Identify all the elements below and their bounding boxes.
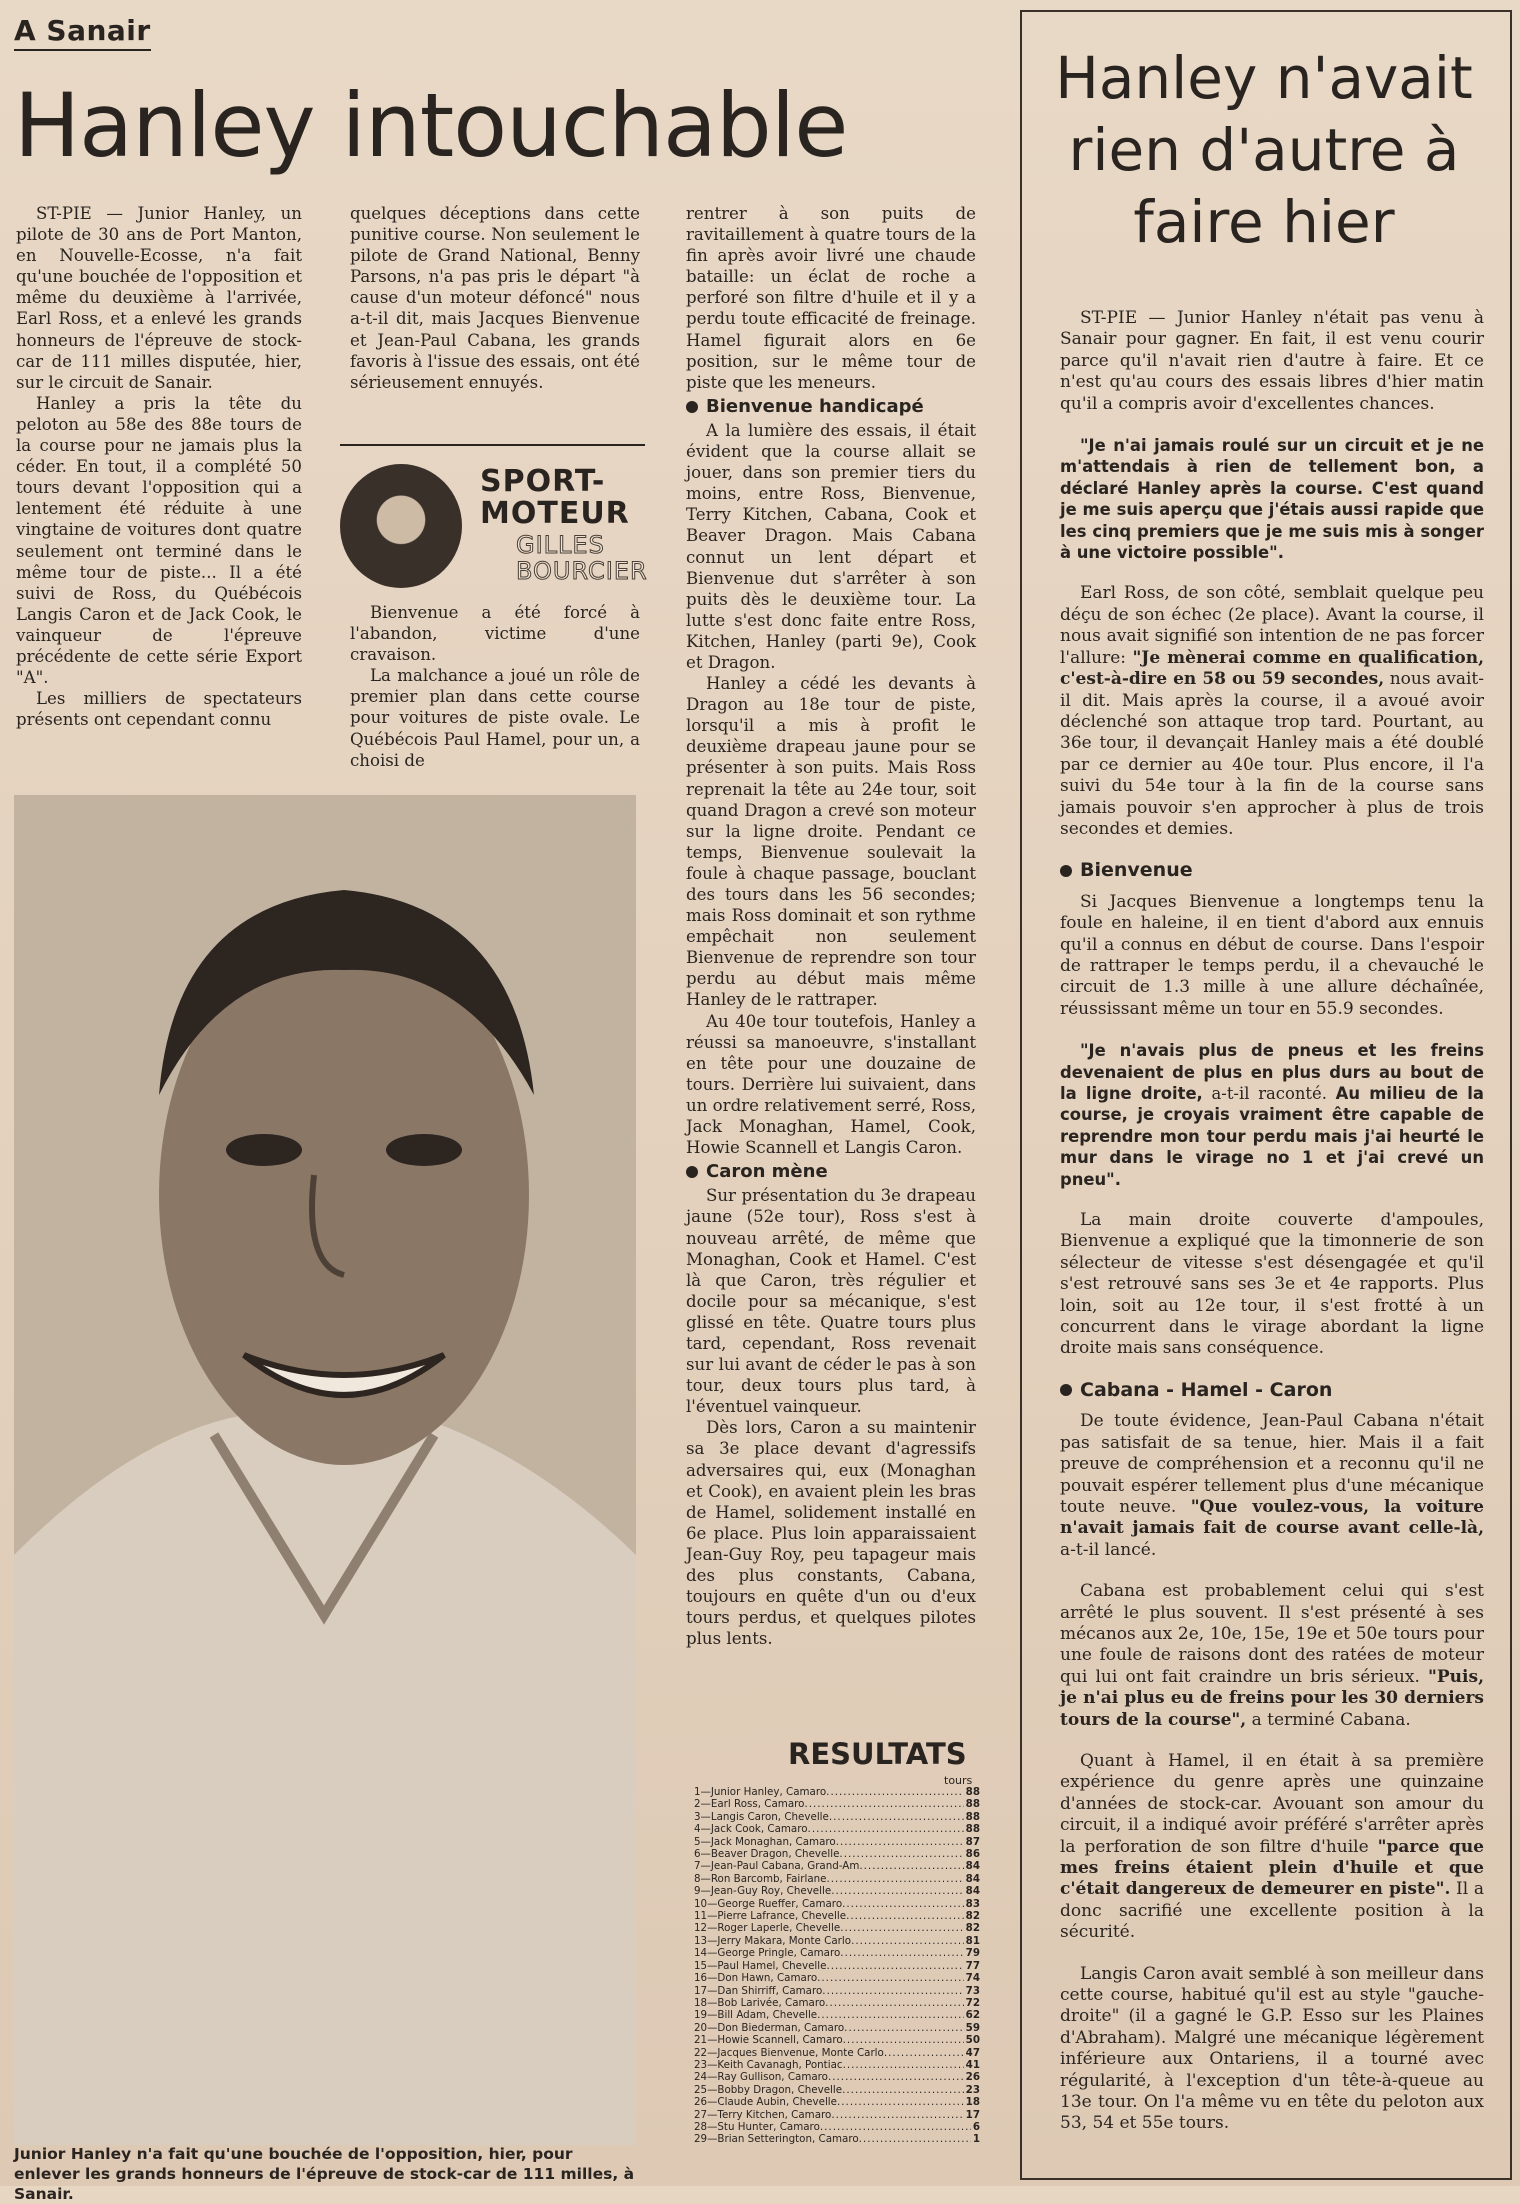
sidebar-paragraph: Langis Caron avait semblé à son meilleur dans cette course, habitué qu'il est au style "gauche-droite" (il a gagné le G.P. Esso sur les Plaines d'Abraham). Malgré une mécanique légèrement inférieure aux Ontariens, il a tourné avec régularité, à l'exception d'un tête-à-queue au 13e tour. On l'a même vu en tête du peloton aux 53, 54 et 55e tours. <box>1060 1963 1484 2134</box>
article-paragraph: Dès lors, Caron a su maintenir sa 3e place devant d'agressifs adversaires qui, eux (Monaghan et Cook), en avaient plein les bras de Hamel, solidement installé en 6e place. Plus loin apparaissaient Jean-Guy Roy, peu tapageur mais des plus constants, Cabana, toujours en quête d'un ou d'eux tours perdus, et quelques pilotes plus lents. <box>686 1418 976 1649</box>
subheading-label: Bienvenue handicapé <box>706 395 924 417</box>
results-tours: 88 <box>965 1798 980 1811</box>
results-leader-dots <box>837 2096 964 2108</box>
results-tours: 81 <box>965 1934 980 1947</box>
sidebar-paragraph <box>1060 1411 1484 1561</box>
sidebar-paragraph: Si Jacques Bienvenue a longtemps tenu la foule en haleine, il en tient d'abord aux ennuis qu'il a connus en début de course. Dans l'espoir de rattraper le temps perdu, il a chevauché le circuit de 1.3 mille à une allure déchaînée, réussissant même un tour en 55.9 secondes. <box>1060 891 1484 1019</box>
bullet-icon <box>686 401 698 413</box>
results-row <box>690 2133 980 2145</box>
results-tours: 82 <box>965 1922 980 1935</box>
quote-run: "parce que mes freins étaient plein d'huile et que c'était dangereux de demeurer en piste". <box>1060 1836 1484 1900</box>
results-driver: 14—George Pringle, Camaro <box>694 1947 841 1960</box>
sidebar-quote <box>1060 1040 1484 1190</box>
results-leader-dots <box>826 1960 963 1972</box>
results-row <box>690 1873 980 1885</box>
columnist-portrait <box>340 464 462 588</box>
results-tours: 17 <box>965 2108 980 2121</box>
section-kicker: A Sanair <box>14 14 151 51</box>
results-tours: 84 <box>965 1885 980 1898</box>
article-paragraph: Bienvenue a été forcé à l'abandon, victime d'une cravaison. <box>350 603 640 665</box>
results-driver: 27—Terry Kitchen, Camaro <box>694 2108 832 2121</box>
results-leader-dots <box>827 1873 964 1885</box>
results-driver: 20—Don Biederman, Camaro <box>694 2021 845 2034</box>
subheading <box>686 396 976 417</box>
results-tours: 1 <box>972 2133 980 2146</box>
sidebar-paragraph <box>1060 1751 1484 1944</box>
text-run: a-t-il lancé. <box>1060 1539 1157 1560</box>
results-driver: 16—Don Hawn, Camaro <box>694 1972 818 1985</box>
results-leader-dots <box>831 1885 963 1897</box>
results-tours: 79 <box>965 1947 980 1960</box>
subheading <box>1060 860 1484 881</box>
results-driver: 10—George Rueffer, Camaro <box>694 1897 843 1910</box>
article-paragraph: Hanley a pris la tête du peloton au 58e des 88e tours de la course pour ne jamais plus la céder. En tout, il a complété 50 tours devant l'opposition qui a lentement été réduite à une vingtaine de voitures dont quatre seulement ont terminé dans le même tour de piste... Il a été suivi de Ross, du Québécois Langis Caron et de Jack Cook, le vainqueur de l'épreuve précédente de cette série Export "A". <box>16 393 302 688</box>
results-leader-dots <box>808 1823 964 1835</box>
results-row <box>690 1786 980 1798</box>
results-tours: 41 <box>965 2058 980 2071</box>
results-leader-dots <box>846 1910 964 1922</box>
results-driver: 12—Roger Laperle, Chevelle <box>694 1922 841 1935</box>
results-driver: 23—Keith Cavanagh, Pontiac <box>694 2058 843 2071</box>
driver-photo <box>14 795 636 2145</box>
results-driver: 25—Bobby Dragon, Chevelle <box>694 2083 843 2096</box>
results-driver: 17—Dan Shirriff, Camaro <box>694 1984 823 1997</box>
results-tours: 47 <box>965 2046 980 2059</box>
results-driver: 3—Langis Caron, Chevelle <box>694 1810 829 1823</box>
columnist-byline <box>340 444 648 596</box>
sidebar-paragraph: La main droite couverte d'ampoules, Bienvenue a expliqué que la timonnerie de son sélecteur de vitesse s'est désengagée et qu'il s'est retrouvé sans ses 3e et 4e rapports. Plus loin, soit au 12e tour, il s'est frotté à un concurrent dans le virage abordant la ligne droite mais sans conséquence. <box>1060 1210 1484 1359</box>
results-leader-dots <box>844 2022 963 2034</box>
results-leader-dots <box>825 1997 963 2009</box>
results-leader-dots <box>804 1798 963 1810</box>
bullet-icon <box>1060 865 1072 877</box>
quote-run: "Puis, je n'ai plus eu de freins pour les 30 derniers tours de la course", <box>1060 1666 1484 1730</box>
results-leader-dots <box>843 2034 964 2046</box>
results-row <box>690 1985 980 1997</box>
subheading <box>1060 1380 1484 1401</box>
driver-photo-illustration <box>14 795 636 2145</box>
article-paragraph: Hanley a cédé les devants à Dragon au 18e tour de piste, lorsqu'il a mis à profit le deuxième drapeau jaune pour se présenter à son puits. Mais Ross reprenait la tête au 24e tour, soit quand Dragon a crevé son moteur sur la ligne droite. Pendant ce temps, Bienvenue soulevait la foule à chaque passage, bouclant des tours dans les 56 secondes; mais Ross dominait et son rythme empêchait non seulement Bienvenue de reprendre son tour perdu au début mais même Hanley de le rattraper. <box>686 674 976 1010</box>
quote-run: "Que voulez-vous, la voiture n'avait jamais fait de course avant celle-là, <box>1060 1496 1484 1539</box>
quote-run: "Je mènerai comme en qualification, c'est-à-dire en 58 ou 59 secondes, <box>1060 647 1484 690</box>
text-run: a terminé Cabana. <box>1246 1709 1411 1730</box>
results-tours: 84 <box>965 1860 980 1873</box>
article-paragraph: quelques déceptions dans cette punitive course. Non seulement le pilote de Grand National, Benny Parsons, n'a pas pris le départ "à cause d'un moteur défoncé" nous a-t-il dit, mais Jacques Bienvenue et Jean-Paul Cabana, les grands favoris à l'issue des essais, ont été sérieusement ennuyés. <box>350 204 640 392</box>
article-paragraph: ST-PIE — Junior Hanley, un pilote de 30 ans de Port Manton, en Nouvelle-Ecosse, n'a fait qu'une bouchée de l'opposition et même du deuxième à l'arrivée, Earl Ross, et a enlevé les grands honneurs de l'épreuve de stock-car de 111 milles disputée, hier, sur le circuit de Sanair. <box>16 204 302 392</box>
results-row <box>690 1836 980 1848</box>
results-driver: 9—Jean-Guy Roy, Chevelle <box>694 1885 832 1898</box>
results-driver: 5—Jack Monaghan, Camaro <box>694 1835 836 1848</box>
results-tours: 88 <box>965 1810 980 1823</box>
article-column-2-top <box>350 203 640 393</box>
results-row <box>690 1922 980 1934</box>
results-tours: 50 <box>965 2034 980 2047</box>
sidebar-headline: Hanley n'avait rien d'autre à faire hier <box>1055 44 1473 256</box>
results-row <box>690 1898 980 1910</box>
bullet-icon <box>686 1166 698 1178</box>
results-leader-dots <box>840 1947 963 1959</box>
article-column-2-bottom <box>350 602 640 771</box>
results-driver: 29—Brian Setterington, Camaro <box>694 2133 859 2146</box>
article-column-3 <box>686 203 976 1649</box>
subheading <box>686 1161 976 1182</box>
results-driver: 8—Ron Barcomb, Fairlane <box>694 1872 827 1885</box>
results-leader-dots <box>836 1836 964 1848</box>
results-title: RESULTATS <box>788 1737 967 1771</box>
results-row <box>690 1997 980 2009</box>
article-paragraph: La malchance a joué un rôle de premier plan dans cette course pour voitures de piste ovale. Le Québécois Paul Hamel, pour un, a choisi de <box>350 666 640 770</box>
results-row <box>690 1885 980 1897</box>
results-tours: 23 <box>965 2083 980 2096</box>
results-driver: 7—Jean-Paul Cabana, Grand-Am <box>694 1860 860 1873</box>
subheading-label: Bienvenue <box>1080 859 1193 882</box>
results-row <box>690 1823 980 1835</box>
quote-run: Au milieu de la course, je croyais vraiment être capable de reprendre mon tour perdu mais j'ai heurté le mur dans le virage no 1 et j'ai crevé un pneu". <box>1060 1084 1484 1189</box>
results-row <box>690 1860 980 1872</box>
results-row <box>690 1947 980 1959</box>
results-leader-dots <box>817 1972 964 1984</box>
subheading-label: Caron mène <box>706 1161 828 1183</box>
bullet-icon <box>1060 1384 1072 1396</box>
text-run: De toute évidence, Jean-Paul Cabana n'était pas satisfait de sa tenue, hier. Mais il a fait preuve de compréhension et a reconnu qu'il ne pouvait espérer tellement plus d'une mécanique toute neuve. <box>1060 1411 1484 1517</box>
results-driver: 18—Bob Larivée, Camaro <box>694 1996 826 2009</box>
results-row <box>690 2047 980 2059</box>
columnist-name: GILLES BOURCIER <box>516 531 648 585</box>
results-leader-dots <box>822 1985 963 1997</box>
results-leader-dots <box>840 1922 963 1934</box>
results-row <box>690 2084 980 2096</box>
article-paragraph: Les milliers de spectateurs présents ont cependant connu <box>16 689 302 730</box>
results-driver: 6—Beaver Dragon, Chevelle <box>694 1848 840 1861</box>
text-run: Cabana est probablement celui qui s'est arrêté le plus souvent. Il s'est présenté à ses mécanos aux 2e, 10e, 15e, 19e et 50e tours pour une foule de raisons dont des ratées de moteur qui lui ont fait craindre un bris sérieux. <box>1060 1581 1484 1687</box>
results-leader-dots <box>829 1811 964 1823</box>
results-driver: 11—Pierre Lafrance, Chevelle <box>694 1910 847 1923</box>
results-row <box>690 2071 980 2083</box>
results-tours: 26 <box>965 2071 980 2084</box>
results-driver: 24—Ray Gullison, Camaro <box>694 2071 828 2084</box>
text-run: Il a donc sacrifié une excellente position à la sécurité. <box>1060 1879 1484 1943</box>
results-tours: 88 <box>965 1823 980 1836</box>
results-tours: 74 <box>965 1972 980 1985</box>
results-driver: 28—Stu Hunter, Camaro <box>694 2120 820 2133</box>
main-headline: Hanley intouchable <box>14 74 848 177</box>
results-row <box>690 2034 980 2046</box>
results-row <box>690 2009 980 2021</box>
article-paragraph: rentrer à son puits de ravitaillement à quatre tours de la fin après avoir livré une chaude bataille: un éclat de roche a perforé son filtre d'huile et il y a perdu toute efficacité de freinage. Hamel figurait alors en 6e position, sur le même tour de piste que les meneurs. <box>686 204 976 392</box>
text-run: a-t-il raconté. <box>1202 1084 1336 1103</box>
column-title: SPORT-MOTEUR <box>480 464 630 531</box>
sidebar-article <box>1060 308 1484 2155</box>
results-tours: 59 <box>965 2021 980 2034</box>
results-tours: 83 <box>965 1897 980 1910</box>
results-row <box>690 2121 980 2133</box>
results-leader-dots <box>831 2109 963 2121</box>
sidebar-paragraph <box>1060 583 1484 840</box>
results-tours: 88 <box>965 1786 980 1798</box>
results-leader-dots <box>828 2071 964 2083</box>
sidebar-paragraph: ST-PIE — Junior Hanley n'était pas venu à Sanair pour gagner. En fait, il est venu courir parce qu'il n'avait rien d'autre à faire. Et ce n'est qu'au cours des essais libres d'hier matin qu'il a compris avoir d'excellentes chances. <box>1060 308 1484 414</box>
results-driver: 15—Paul Hamel, Chevelle <box>694 1959 827 1972</box>
results-tours: 18 <box>965 2096 980 2109</box>
text-run: Earl Ross, de son côté, semblait quelque peu déçu de son échec (2e place). Avant la course, il nous avait signifié son intention de ne pas forcer l'allure: <box>1060 583 1484 668</box>
results-row <box>690 2096 980 2108</box>
results-tours: 72 <box>965 1996 980 2009</box>
results-leader-dots <box>843 2059 964 2071</box>
results-table <box>690 1786 980 2146</box>
results-row <box>690 2059 980 2071</box>
results-leader-dots <box>839 1848 963 1860</box>
results-tours: 84 <box>965 1872 980 1885</box>
results-tours: 77 <box>965 1959 980 1972</box>
results-leader-dots <box>851 1935 964 1947</box>
results-row <box>690 1960 980 1972</box>
results-tours-label: tours <box>944 1774 973 1787</box>
results-leader-dots <box>842 2084 964 2096</box>
results-leader-dots <box>820 2121 971 2133</box>
article-paragraph: A la lumière des essais, il était évident que la course allait se jouer, dans son premier tiers du moins, entre Ross, Bienvenue, Terry Kitchen, Cabana, Cook et Beaver Dragon. Mais Cabana connut un lent départ et Bienvenue dut s'arrêter à son puits dès le deuxième tour. La lutte s'est donc faite entre Ross, Kitchen, Hanley (parti 9e), Cook et Dragon. <box>686 420 976 672</box>
article-paragraph: Sur présentation du 3e drapeau jaune (52e tour), Ross s'est à nouveau arrêté, de même que Monaghan, Cook et Hamel. C'est là que Caron, très régulier et docile pour sa mécanique, s'est glissé en tête. Quatre tours plus tard, cependant, Ross revenait sur lui avant de céder le pas à son tour, deux tours plus tard, à l'éventuel vainqueur. <box>686 1186 976 1417</box>
results-row <box>690 2109 980 2121</box>
results-tours: 86 <box>965 1848 980 1861</box>
text-run: nous avait-il dit. Mais après la course, il a avoué avoir déclenché son attaque trop tard. Pourtant, au 36e tour, il devançait Hanley mais a été doublé par ce dernier au 40e tour. Plus encore, il l'a suivi du 54e tour à la fin de la course sans jamais pouvoir s'en approcher à plus de trois secondes et demies. <box>1060 669 1484 839</box>
results-leader-dots <box>817 2009 964 2021</box>
results-row <box>690 2022 980 2034</box>
results-driver: 13—Jerry Makara, Monte Carlo <box>694 1934 852 1947</box>
results-leader-dots <box>859 1860 963 1872</box>
results-leader-dots <box>859 2133 971 2145</box>
results-tours: 6 <box>972 2120 980 2133</box>
results-driver: 4—Jack Cook, Camaro <box>694 1823 808 1836</box>
results-row <box>690 1798 980 1810</box>
article-column-1 <box>16 203 302 730</box>
sidebar-paragraph <box>1060 1581 1484 1731</box>
results-driver: 26—Claude Aubin, Chevelle <box>694 2096 838 2109</box>
results-row <box>690 1811 980 1823</box>
results-driver: 1—Junior Hanley, Camaro <box>694 1786 827 1798</box>
results-leader-dots <box>826 1786 963 1798</box>
quote-run: "Je n'avais plus de pneus et les freins devenaient de plus en plus durs au bout de la ligne droite, <box>1060 1041 1484 1103</box>
results-driver: 21—Howie Scannell, Camaro <box>694 2034 843 2047</box>
results-row <box>690 1935 980 1947</box>
sidebar-quote: "Je n'ai jamais roulé sur un circuit et je ne m'attendais à rien de tellement bon, a déclaré Hanley après la course. C'est quand je me suis aperçu que j'étais aussi rapide que les cinq premiers que je me suis mis à songer à une victoire possible". <box>1060 436 1484 563</box>
results-row <box>690 1910 980 1922</box>
photo-caption: Junior Hanley n'a fait qu'une bouchée de l'opposition, hier, pour enlever les grands honneurs de l'épreuve de stock-car de 111 milles, à Sanair. <box>14 2145 635 2203</box>
results-row <box>690 1848 980 1860</box>
results-leader-dots <box>842 1898 964 1910</box>
results-tours: 82 <box>965 1910 980 1923</box>
results-tours: 62 <box>965 2009 980 2022</box>
results-tours: 87 <box>965 1835 980 1848</box>
results-tours: 73 <box>965 1984 980 1997</box>
text-run: Quant à Hamel, il en était à sa première expérience du genre après une quinzaine d'années de stock-car. Avouant son amour du circuit, il a indiqué avoir préféré s'arrêter après la perforation de son filtre d'huile <box>1060 1750 1484 1857</box>
article-paragraph: Au 40e tour toutefois, Hanley a réussi sa manoeuvre, s'installant en tête pour une douzaine de tours. Derrière lui suivaient, dans un ordre relativement serré, Ross, Jack Monaghan, Hamel, Cook, Howie Scannell et Langis Caron. <box>686 1011 976 1158</box>
results-leader-dots <box>884 2047 964 2059</box>
results-driver: 22—Jacques Bienvenue, Monte Carlo <box>694 2046 884 2059</box>
results-driver: 19—Bill Adam, Chevelle <box>694 2009 818 2022</box>
results-row <box>690 1972 980 1984</box>
subheading-label: Cabana - Hamel - Caron <box>1080 1378 1333 1401</box>
results-driver: 2—Earl Ross, Camaro <box>694 1798 805 1811</box>
